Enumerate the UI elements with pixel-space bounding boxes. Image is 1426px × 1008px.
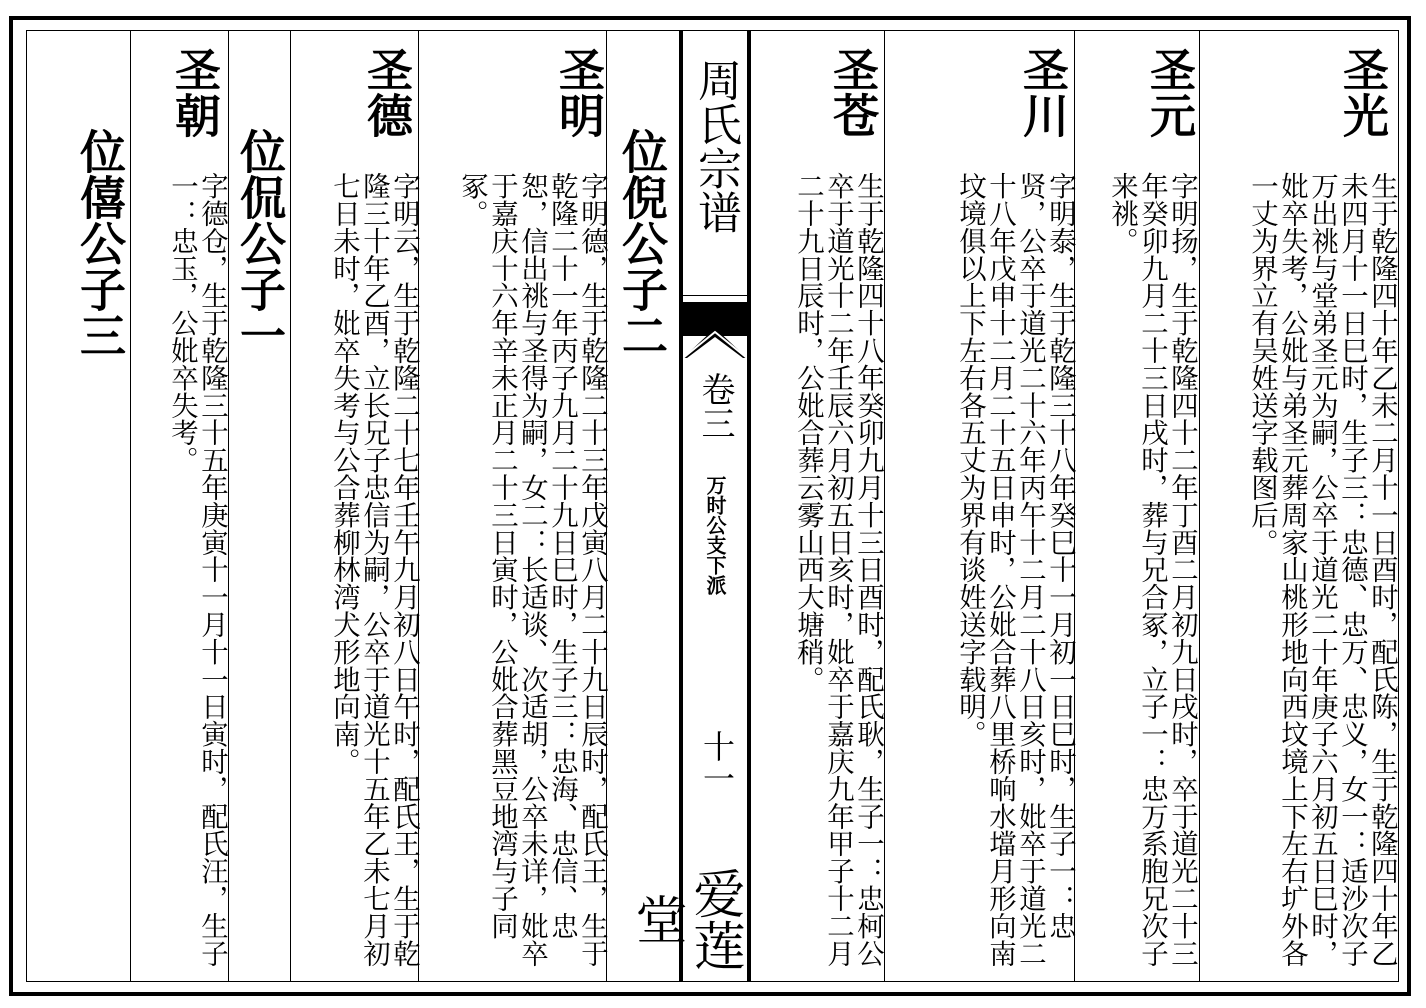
roof-ornament bbox=[683, 328, 747, 358]
entry-text: 字明云，生于乾隆二十七年壬午九月初八日午时，配氏王，生于乾隆三十年乙酉，立长兄子忠信为嗣，公卒于道光十五年乙未七月初七日未时，妣卒失考与公合葬柳林湾犬形地向南。 bbox=[328, 172, 419, 967]
column-rule bbox=[228, 30, 229, 982]
entry-name: 圣苍 bbox=[826, 46, 880, 138]
generation-heading: 位侃公子一 bbox=[233, 128, 287, 358]
entry-text: 字明德，生于乾隆二十三年戊寅八月二十九日辰时，配氏王，生于乾隆二十一年丙子九月二十九日巳时，生子三：忠海、忠信、忠恕，信出祧与圣得为嗣，女二：长适谈、次适胡，公卒未详，妣卒于嘉庆十六年辛未正月二十三日寅时，公妣合葬黑豆地湾与子同冢。 bbox=[456, 172, 607, 967]
entry-name: 圣德 bbox=[360, 46, 414, 138]
entry-text: 字明扬，生于乾隆四十二年丁酉二月初九日戌时，卒于道光二十三年癸卯九月二十三日戌时，葬与兄合冢，立子一：忠万系胞兄次子来祧。 bbox=[1106, 172, 1197, 967]
entry-name: 圣元 bbox=[1143, 46, 1197, 138]
generation-heading: 位僖公子三 bbox=[73, 128, 127, 358]
page-number: 十一 bbox=[698, 730, 736, 794]
volume-label: 卷三 bbox=[695, 372, 735, 440]
title-rule bbox=[683, 295, 747, 296]
entry-text: 生于乾隆四十八年癸卯九月十三日酉时，配氏耿，生子一：忠柯公卒于道光十二年壬辰六月初五日亥时，妣卒于嘉庆九年甲子十二月二十九日辰时，公妣合葬云雾山西大塘稍。 bbox=[792, 172, 883, 967]
column-rule bbox=[290, 30, 291, 982]
entry-name: 圣朝 bbox=[168, 46, 222, 138]
column-rule bbox=[884, 30, 885, 982]
hall-name: 爱莲堂 bbox=[626, 866, 744, 971]
entry-text: 字德仓，生于乾隆三十五年庚寅十一月十一日寅时，配氏汪，生子一：忠玉，公妣卒失考。 bbox=[166, 172, 227, 967]
column-rule bbox=[1199, 30, 1200, 982]
entry-name: 圣明 bbox=[552, 46, 606, 138]
column-rule bbox=[130, 30, 131, 982]
branch-label: 万时公支下派 bbox=[703, 475, 727, 595]
entry-text: 生于乾隆四十年乙未二月十一日酉时，配氏陈，生于乾隆四十年乙未四月十一日巳时，生子三：忠德、忠万、忠义，女一：适沙次子万出祧与堂弟圣元为嗣，公卒于道光二十年庚子六月初五日巳时，妣卒失考，公妣与弟圣元葬周家山桃形地向西坟境上下左右圹外各一丈为界立有吴姓送字载图后。 bbox=[1246, 172, 1397, 967]
banner-rule-right bbox=[747, 30, 751, 982]
generation-heading: 位倪公子二 bbox=[615, 128, 669, 358]
book-title: 周氏宗谱 bbox=[690, 58, 741, 234]
entry-name: 圣光 bbox=[1336, 46, 1390, 138]
entry-name: 圣川 bbox=[1016, 46, 1070, 138]
entry-text: 字明泰，生于乾隆三十八年癸巳十一月初一日巳时，生子一：忠贤，公卒于道光二十六年丙午十二月二十八日亥时，妣卒于道光二十八年戊申十二月二十五日申时，公妣合葬八里桥响水壋月形向南坟境俱以上下左右各五丈为界有谈姓送字载明。 bbox=[954, 172, 1075, 967]
